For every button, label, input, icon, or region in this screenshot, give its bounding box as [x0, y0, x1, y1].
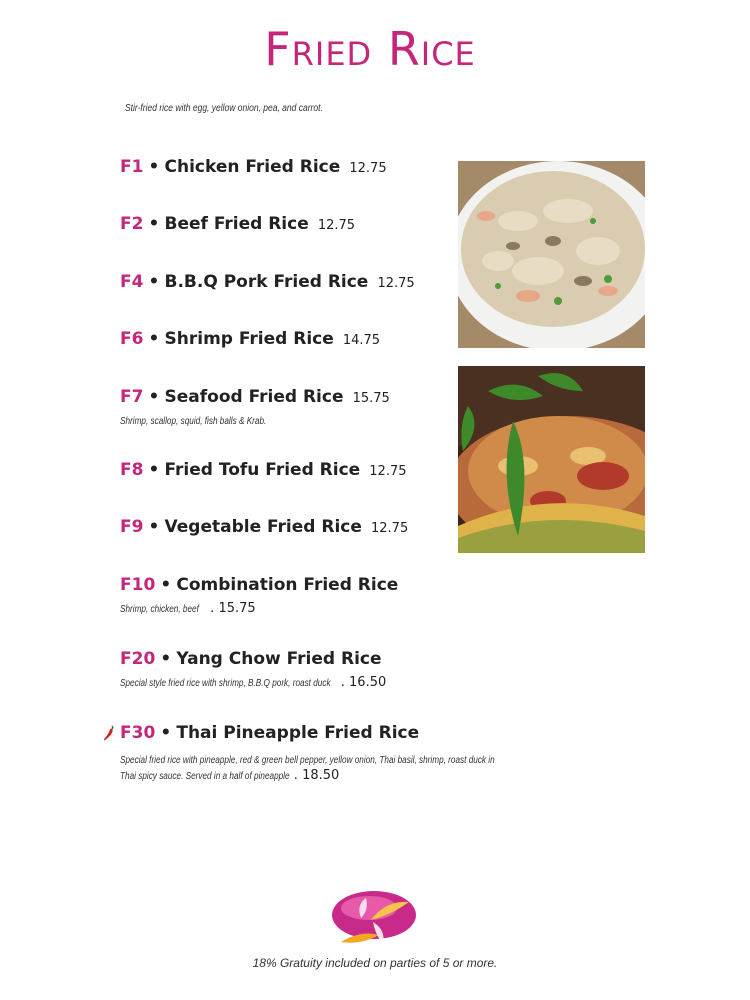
separator: •	[148, 214, 160, 234]
menu-item-f4	[120, 272, 415, 292]
item-code: F7	[120, 387, 144, 407]
item-price: 12.75	[317, 218, 356, 233]
separator: •	[160, 649, 172, 669]
menu-item-f8	[120, 460, 407, 480]
item-price: 12.75	[377, 276, 415, 291]
menu-item-f20: F20 • Yang Chow Fried Rice Special style fried rice with shrimp, B.B.Q pork, roast duck . 16.50	[120, 649, 387, 690]
item-description: Shrimp, chicken, beef	[120, 604, 199, 615]
item-price: 18.50	[302, 768, 340, 783]
separator: •	[148, 329, 160, 349]
item-price: 12.75	[369, 464, 407, 479]
item-name: Fried Tofu Fried Rice	[164, 460, 361, 480]
item-description-cont: Thai spicy sauce. Served in a half of pineapple	[120, 771, 290, 782]
item-name: B.B.Q Pork Fried Rice	[164, 272, 369, 292]
item-description: Shrimp, scallop, squid, fish balls & Krab.	[120, 416, 267, 427]
item-name: Vegetable Fried Rice	[164, 517, 362, 537]
chili-pepper-icon	[102, 725, 116, 745]
item-name: Shrimp Fried Rice	[164, 329, 334, 349]
item-code: F8	[120, 460, 144, 480]
item-name: Beef Fried Rice	[164, 214, 309, 234]
menu-item-f7	[120, 387, 390, 427]
separator: •	[160, 723, 172, 743]
menu-item-f9	[120, 517, 408, 537]
item-name: Thai Pineapple Fried Rice	[176, 723, 420, 743]
separator: •	[160, 575, 172, 595]
separator: •	[148, 272, 160, 292]
item-description: Special fried rice with pineapple, red & green bell pepper, yellow onion, Thai basil, shrimp, roast duck in	[120, 755, 495, 766]
menu-item-f2	[120, 214, 355, 234]
item-price: 16.50	[349, 675, 387, 690]
orchid-logo-icon	[331, 890, 417, 952]
item-code: F9	[120, 517, 144, 537]
separator: •	[148, 387, 160, 407]
item-code: F30	[120, 723, 156, 743]
separator: •	[148, 460, 160, 480]
item-price: 15.75	[352, 391, 390, 406]
item-price: 15.75	[218, 601, 256, 616]
item-code: F6	[120, 329, 144, 349]
item-name: Combination Fried Rice	[176, 575, 399, 595]
item-name: Yang Chow Fried Rice	[176, 649, 382, 669]
item-code: F10	[120, 575, 156, 595]
menu-item-f30: F30 • Thai Pineapple Fried Rice Special fried rice with pineapple, red & green bell pepper, yellow onion, Thai basil, shrimp, roast duck in Thai spicy sauce. Served in a half of pineapple . 18.50	[120, 723, 495, 783]
intro-text: Stir-fried rice with egg, yellow onion, pea, and carrot.	[125, 103, 323, 114]
item-price: 14.75	[342, 333, 381, 348]
item-name: Seafood Fried Rice	[164, 387, 344, 407]
separator: •	[148, 517, 160, 537]
separator: •	[148, 157, 160, 177]
page-title: Fried Rice	[264, 22, 476, 76]
menu-item-f1	[120, 157, 387, 177]
gratuity-note: 18% Gratuity included on parties of 5 or more.	[252, 956, 498, 970]
item-description: Special style fried rice with shrimp, B.B.Q pork, roast duck	[120, 678, 331, 689]
item-price: 12.75	[349, 161, 387, 176]
item-code: F2	[120, 214, 144, 234]
chicken-fried-rice-photo	[458, 161, 645, 348]
item-price: 12.75	[371, 521, 409, 536]
item-code: F1	[120, 157, 144, 177]
item-code: F20	[120, 649, 156, 669]
menu-item-f6	[120, 329, 380, 349]
menu-item-f10: F10 • Combination Fried Rice Shrimp, chicken, beef . 15.75	[120, 575, 399, 616]
item-name: Chicken Fried Rice	[164, 157, 341, 177]
pineapple-fried-rice-photo	[458, 366, 645, 553]
item-code: F4	[120, 272, 144, 292]
